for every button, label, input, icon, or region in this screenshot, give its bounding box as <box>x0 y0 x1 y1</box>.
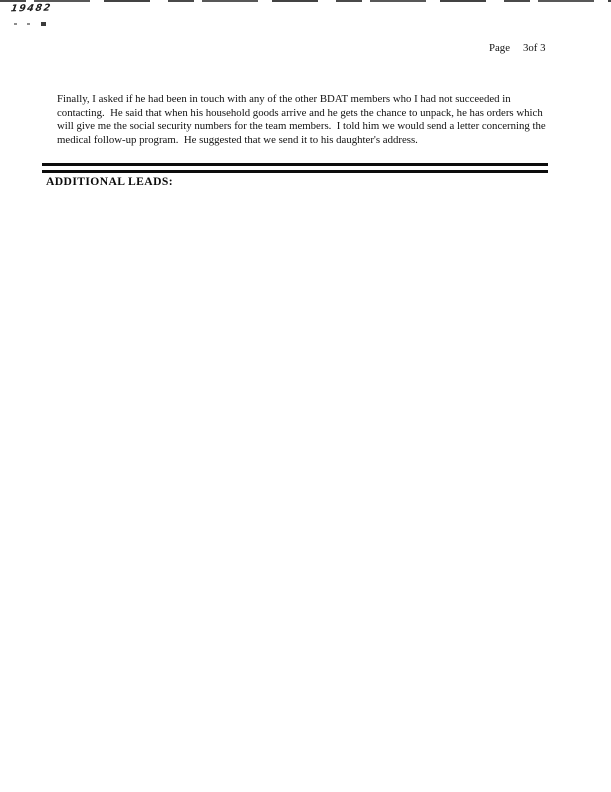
scan-artifact-top-edge <box>0 0 611 2</box>
page-label: Page <box>489 42 510 54</box>
pencil-stray-marks <box>14 22 48 26</box>
stray-mark <box>14 23 17 25</box>
handwritten-page-number: 19482 <box>10 2 53 15</box>
section-divider-double-rule <box>42 163 548 173</box>
stray-mark <box>27 23 30 25</box>
additional-leads-heading: ADDITIONAL LEADS: <box>46 175 173 188</box>
stray-mark <box>41 22 46 26</box>
page-number-value: 3of 3 <box>523 42 546 54</box>
body-paragraph: Finally, I asked if he had been in touch with any of the other BDAT members who I had not succeeded in contacting. He said that when his household goods arrive and he gets the chance to unpack, he has orders which will give me the social security numbers for the team members. I told him we would send a letter concerning the medical follow-up program. He suggested that we send it to his daughter's address. <box>57 93 546 146</box>
page-number-header <box>489 42 546 54</box>
